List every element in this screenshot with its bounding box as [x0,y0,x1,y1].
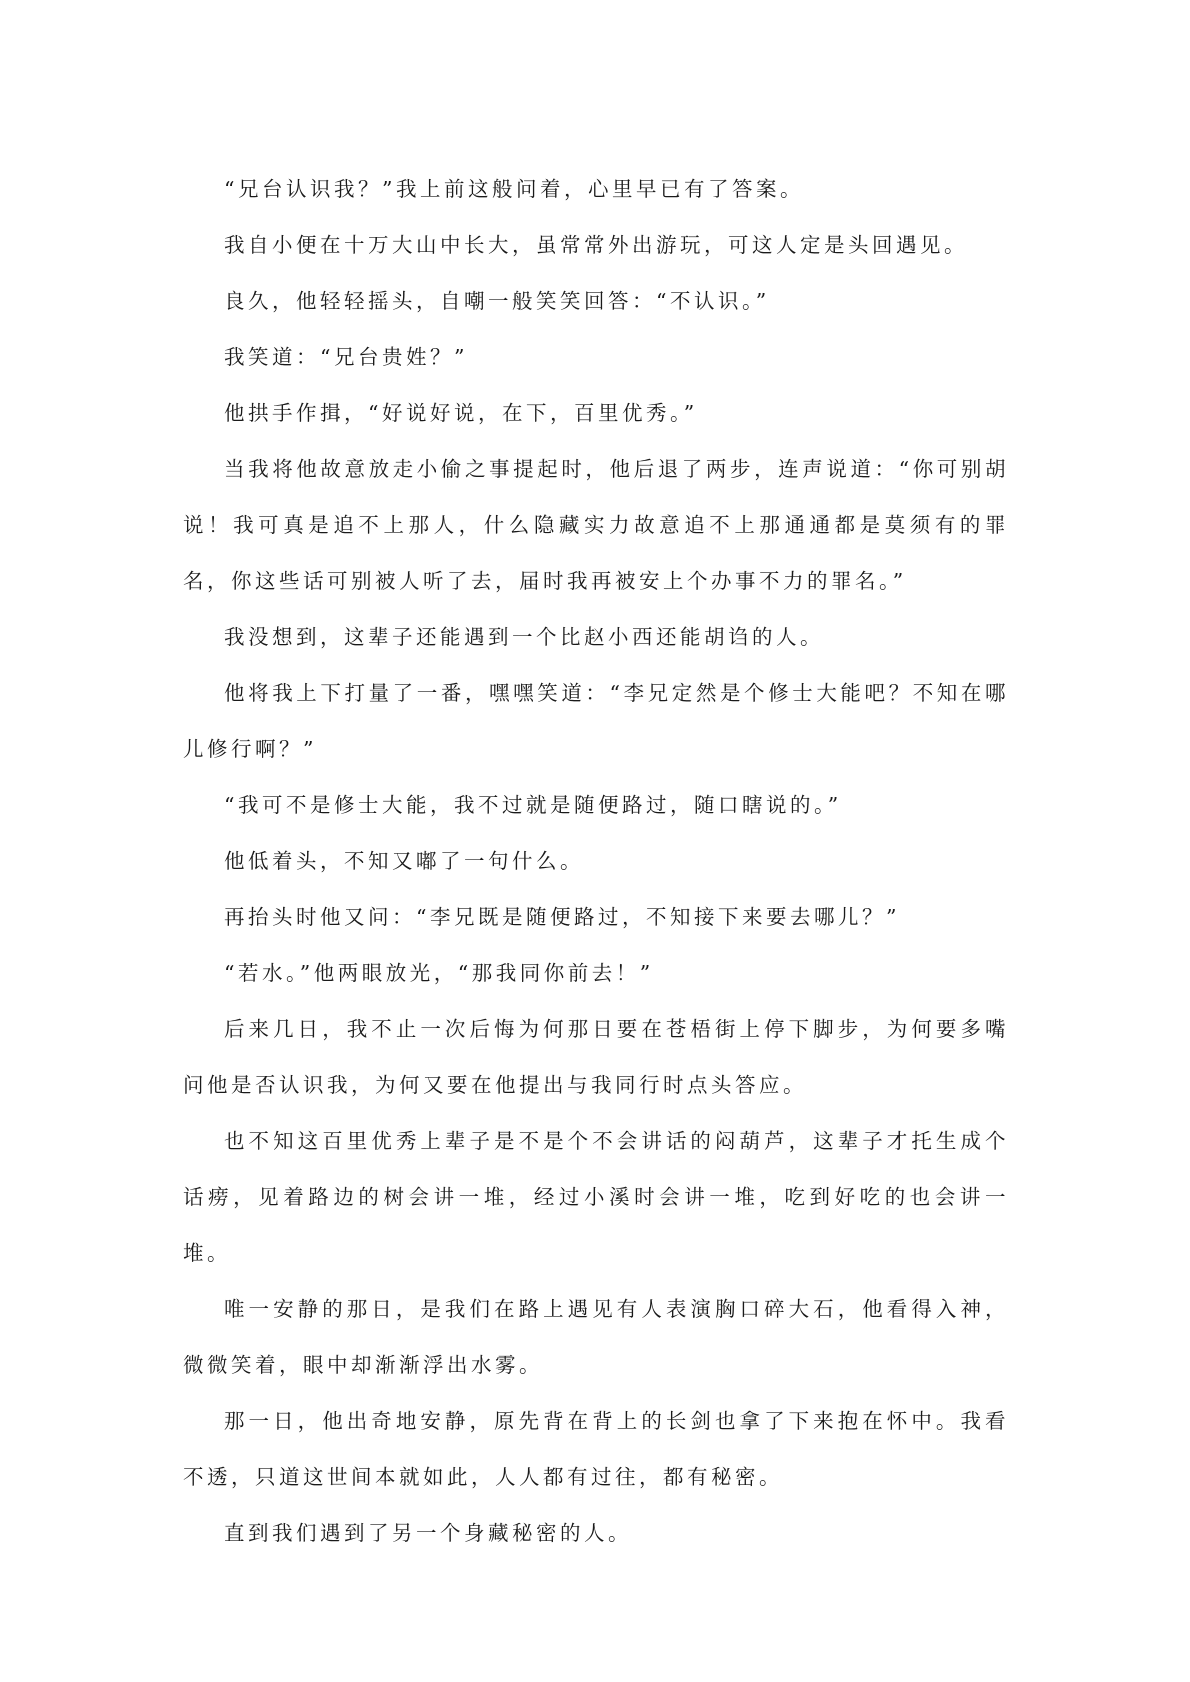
paragraph: 他拱手作揖，“好说好说，在下，百里优秀。” [224,401,698,425]
paragraph: 良久，他轻轻摇头，自嘲一般笑笑回答：“不认识。” [224,289,770,313]
paragraph: “若水。”他两眼放光，“那我同你前去！” [224,961,654,985]
paragraph: 后来几日，我不止一次后悔为何那日要在苍梧街上停下脚步，为何要多嘴问他是否认识我，为何又要在他提出与我同行时点头答应。 [183,1017,1009,1097]
paragraph: 他将我上下打量了一番，嘿嘿笑道：“李兄定然是个修士大能吧？不知在哪儿修行啊？” [183,681,1009,761]
paragraph: 再抬头时他又问：“李兄既是随便路过，不知接下来要去哪儿？” [224,905,900,929]
paragraph: 直到我们遇到了另一个身藏秘密的人。 [224,1521,632,1545]
paragraph: “我可不是修士大能，我不过就是随便路过，随口瞎说的。” [224,793,842,817]
body-text [183,161,1009,1561]
paragraph: 唯一安静的那日，是我们在路上遇见有人表演胸口碎大石，他看得入神，微微笑着，眼中却渐渐浮出水雾。 [183,1297,1009,1377]
paragraph: 我没想到，这辈子还能遇到一个比赵小西还能胡诌的人。 [224,625,824,649]
paragraph: 我笑道：“兄台贵姓？” [224,345,468,369]
paragraph: 他低着头，不知又嘟了一句什么。 [224,849,584,873]
paragraph: 也不知这百里优秀上辈子是不是个不会讲话的闷葫芦，这辈子才托生成个话痨，见着路边的树会讲一堆，经过小溪时会讲一堆，吃到好吃的也会讲一堆。 [183,1129,1009,1265]
paragraph: 那一日，他出奇地安静，原先背在背上的长剑也拿了下来抱在怀中。我看不透，只道这世间本就如此，人人都有过往，都有秘密。 [183,1409,1009,1489]
paragraph: “兄台认识我？”我上前这般问着，心里早已有了答案。 [224,177,804,201]
paragraph: 当我将他故意放走小偷之事提起时，他后退了两步，连声说道：“你可别胡说！我可真是追不上那人，什么隐藏实力故意追不上那通通都是莫须有的罪名，你这些话可别被人听了去，届时我再被安上个办事不力的罪名。” [183,457,1009,593]
paragraph: 我自小便在十万大山中长大，虽常常外出游玩，可这人定是头回遇见。 [224,233,968,257]
